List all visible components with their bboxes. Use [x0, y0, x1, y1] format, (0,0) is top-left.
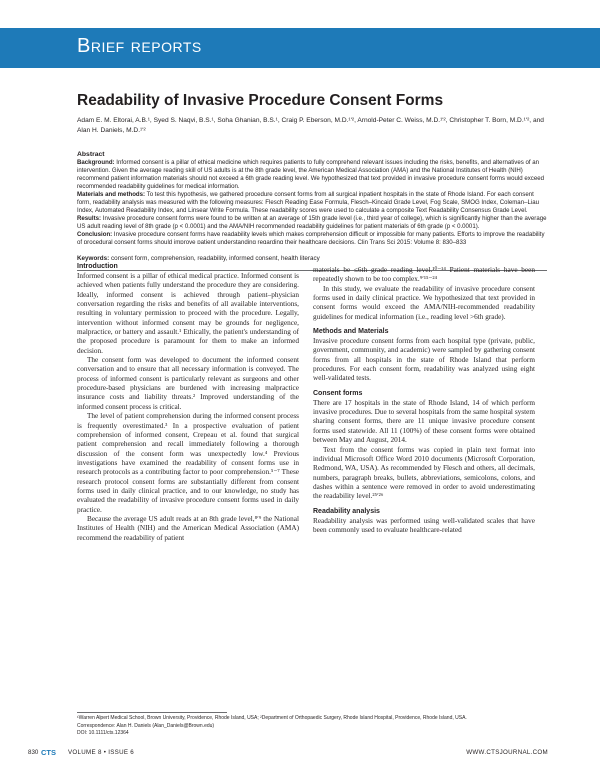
readability-paragraph: Readability analysis was performed using well-validated scales that have been commonly used to evaluate healthcare-related: [313, 516, 535, 534]
methods-text: To test this hypothesis, we gathered procedure consent forms from all surgical inpatient hospitals in the state of Rhode Island. For each consent form, readability analysis was measured with the following measures: Flesch Reading Ease Formula, Flesch–Kincaid Grade Level, Fog Scale, SMOG Index, Coleman–Liau Index, Automated Readability Index, and Linsear Write Formula. These readability scores were used to calculate a composite Text Readability Consensus Grade Level.: [77, 190, 539, 214]
volume-issue: VOLUME 8 • ISSUE 6: [68, 749, 135, 756]
article-title: Readability of Invasive Procedure Consent Forms: [77, 92, 444, 109]
conclusion-label: Conclusion:: [77, 230, 113, 238]
journal-logo: CTS: [41, 748, 56, 757]
consent-paragraph-1: There are 17 hospitals in the state of Rhode Island, 14 of which perform invasive procedures. Due to several hospitals from the same hospital system sharing consent forms, there are 11 unique invasive procedure consent forms used statewide. All 11 (100%) of these consent forms were obtained between May and August, 2014.: [313, 398, 535, 445]
page-footer: [28, 748, 548, 760]
consent-heading: Consent forms: [313, 389, 363, 397]
abstract-results: [77, 215, 547, 231]
intro-paragraph-1: Informed consent is a pillar of ethical medical practice. Informed consent is achieved when patients fully understand the procedure they are considering. Ideally, informed consent is achieved through patient–physician conversation regarding the risks and benefits of all available interventions, resulting in voluntary permission to proceed with the procedure. Legally, intervention without informed consent may be grounds for negligence, malpractice, or battery and assault.¹ Ethically, the patient's understanding of the proposed procedure is paramount for them to make an informed decision.: [77, 272, 299, 355]
methods-label: Materials and methods:: [77, 190, 146, 198]
author-list: Adam E. M. Eltorai, A.B.¹, Syed S. Naqvi, B.S.¹, Soha Ghanian, B.S.¹, Craig P. Eberson, M.D.¹ʹ², Arnold-Peter C. Weiss, M.D.¹ʹ², Christopher T. Born, M.D.¹ʹ², and Alan H. Daniels, M.D.¹ʹ²: [77, 117, 544, 134]
abstract: [77, 151, 547, 244]
abstract-heading: Abstract: [77, 151, 105, 158]
abstract-conclusion: [77, 231, 547, 244]
keywords-label: Keywords:: [77, 255, 110, 262]
methods-paragraph: Invasive procedure consent forms from each hospital type (private, public, government, community, and academic) were sampled by gathering consent forms from all hospitals in the state of Rhode Island that perform procedures. For each consent form, readability was analyzed using eight well-validated tests.: [313, 337, 535, 383]
methods-heading: Methods and Materials: [313, 328, 389, 336]
consent-paragraph-2: Text from the consent forms was copied in plain text format into individual Microsoft Office Word 2010 documents (Microsoft Corporation, Redmond, WA, USA). As recommended by Flesch and others, all decimals, numbers, paragraph breaks, bullets, abbreviations, semicolons, colons, and dashes within a sentence were removed in order to avoid underestimating the readability level.²⁵ʹ²⁶: [313, 445, 535, 501]
journal-website[interactable]: WWW.CTSJOURNAL.COM: [466, 749, 548, 756]
conclusion-text: Invasive procedure consent forms have readability levels which makes comprehension difficult or impossible for many patients. Efforts to improve the readability of procedural consent forms should improve patient understanding regarding their healthcare decisions. Clin Trans Sci 2015; Volume 8: 830–833: [77, 230, 545, 244]
doi: DOI: 10.1111/cts.12364: [77, 730, 129, 737]
body-column-left: [77, 257, 299, 543]
background-label: Background:: [77, 159, 115, 166]
right-paragraph-2: In this study, we evaluate the readability of invasive procedure consent forms used in daily clinical practice. We hypothesized that text provided in consent forms would exceed the AMA/NIH-recommended readability guidelines for medical information (i.e., reading level >6th grade).: [313, 284, 535, 321]
intro-paragraph-3: The level of patient comprehension during the informed consent process is frequently overestimated.³ In a prospective evaluation of patient comprehension of informed consent, Crepeau et al. found that surgical patient comprehension and recall immediately following a thorough discussion of the consent form was unexpectedly low.⁴ Previous investigations have examined the readability of consent forms use in research protocols as a contributing factor to poor comprehension.⁵⁻⁷ These research protocol consent forms are substantially different from consent forms used in daily clinical practice, and to our knowledge, no study has evaluated the readability of invasive procedure consent forms used in daily practice.: [77, 412, 299, 514]
body-column-right: [313, 266, 535, 535]
intro-paragraph-2: The consent form was developed to document the informed consent conversation and to ensure that all necessary information is conveyed. The process of informed consent is particularly relevant as surgeons and other procedure-based physicians are burdened with increasing malpractice insurance costs and liability threats.² Improved understanding of the informed consent process is critical.: [77, 356, 299, 411]
right-paragraph-1: materials be ≤6th grade reading level.¹⁰⁻¹⁴ Patient materials have been repeatedly shown to be too complex.⁹ʹ¹⁵⁻²⁴: [313, 266, 535, 284]
readability-heading: Readability analysis: [313, 507, 380, 515]
section-band: [0, 28, 600, 68]
keywords-text: consent form, comprehension, readability, informed consent, health literacy: [110, 255, 320, 262]
affiliations: ¹Warren Alpert Medical School, Brown University, Providence, Rhode Island, USA; ²Department of Orthopaedic Surgery, Rhode Island Hospital, Providence, Rhode Island, USA.: [77, 715, 467, 721]
footnotes: [77, 715, 547, 738]
intro-paragraph-4: Because the average US adult reads at an 8th grade level,⁸ʹ⁹ the National Institutes of Health (NIH) and the American Medical Association (AMA) recommend the readability of patient: [77, 514, 299, 542]
intro-heading: Introduction: [77, 263, 118, 270]
page-number: 830: [28, 749, 39, 756]
footnote-divider: [77, 712, 227, 713]
results-label: Results:: [77, 214, 102, 222]
section-label: Brief reports: [77, 35, 202, 57]
results-text: Invasive procedure consent forms were found to be written at an average of 15th grade level (i.e., third year of college), which is significantly higher than the average US adult reading level of 8th grade (p < 0.0001) and the AMA/NIH recommended readability guidelines for patient materials of 6th grade (p < 0.0001).: [77, 214, 547, 230]
correspondence: Correspondence: Alan H. Daniels (Alan_Daniels@Brown.edu): [77, 722, 215, 729]
background-text: Informed consent is a pillar of ethical medicine which requires patients to fully comprehend relevant issues including the risks, benefits, and alternatives of an intervention. Given the average reading skill of US adults is at the 8th grade level, the American Medical Association (AMA) and the National Institutes of Health (NIH) recommend patient information materials should not exceed a 6th grade reading level. We hypothesized that text provided in invasive procedure consent forms would exceed recommended readability guidelines for medical information.: [77, 159, 545, 190]
abstract-background: [77, 159, 547, 191]
abstract-methods: [77, 191, 547, 215]
